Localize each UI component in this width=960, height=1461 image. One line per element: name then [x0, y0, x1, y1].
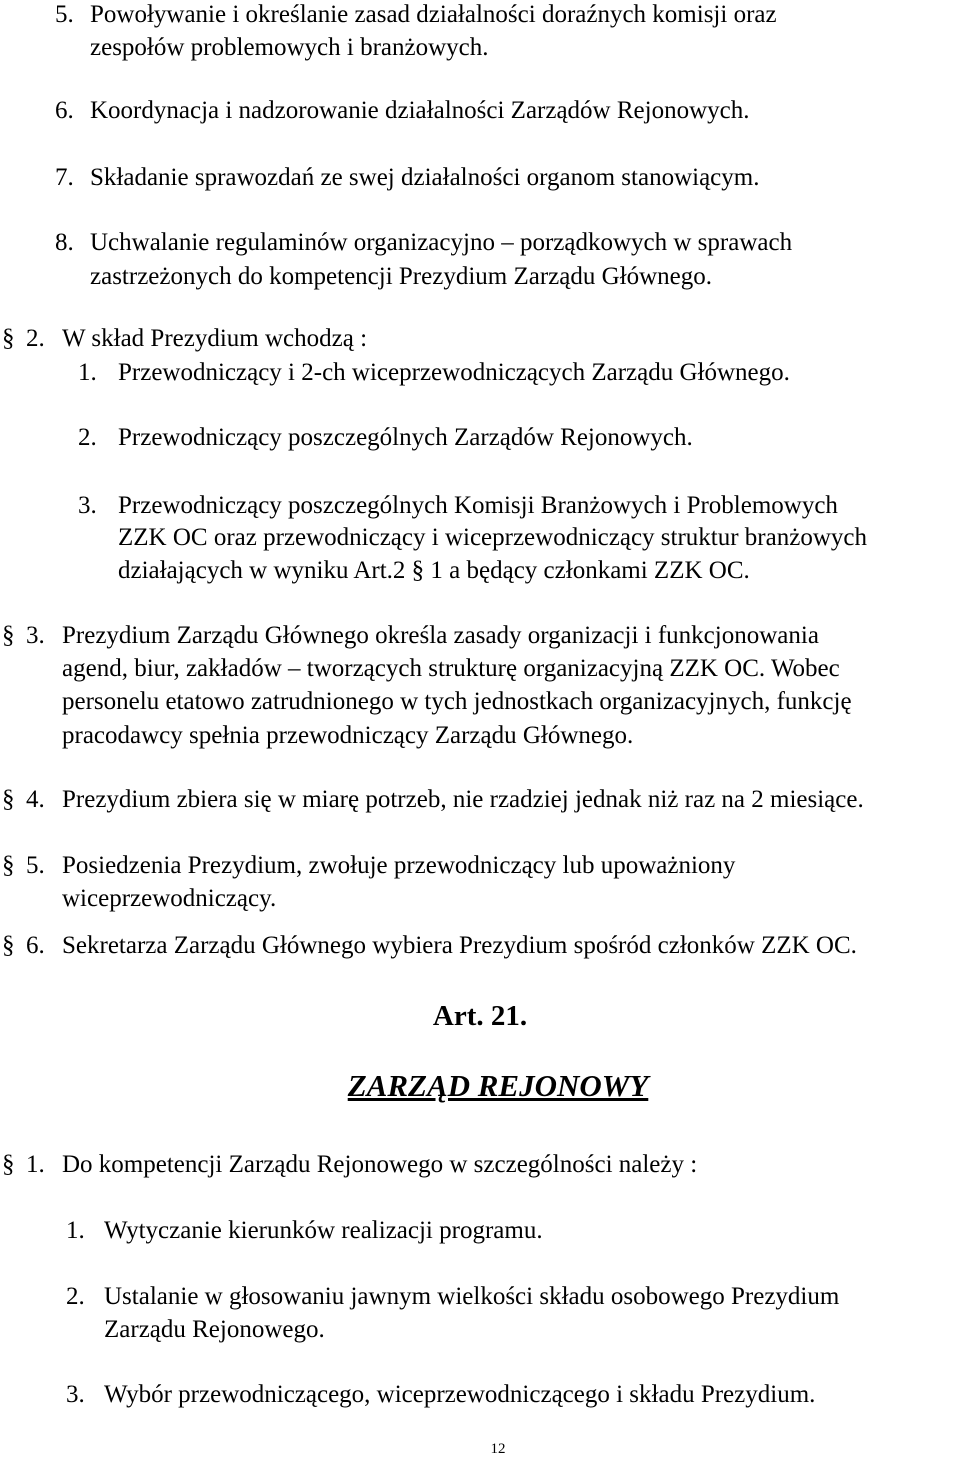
section-text: wiceprzewodniczący. [62, 885, 277, 912]
section-text: pracodawcy spełnia przewodniczący Zarządu Głównego. [62, 722, 634, 749]
section-number: 2. [26, 325, 45, 352]
list-item-text: Zarządu Rejonowego. [104, 1316, 325, 1343]
list-number: 7. [55, 164, 74, 191]
list-item-text: Powoływanie i określanie zasad działalności doraźnych komisji oraz [90, 1, 777, 28]
list-number: 1. [78, 359, 97, 386]
list-item-text: Przewodniczący poszczególnych Komisji Branżowych i Problemowych [118, 492, 838, 519]
list-item-text-part: 1 a będący członkami ZZK OC. [430, 557, 750, 584]
section-symbol-inline: § [411, 557, 425, 584]
section-text: W skład Prezydium wchodzą : [62, 325, 368, 352]
list-item-text: Składanie sprawozdań ze swej działalności organom stanowiącym. [90, 164, 760, 191]
list-number: 5. [55, 1, 74, 28]
list-item-text: Ustalanie w głosowaniu jawnym wielkości składu osobowego Prezydium [104, 1283, 840, 1310]
section-symbol: § [2, 786, 15, 813]
list-item-text: Wybór przewodniczącego, wiceprzewodniczącego i składu Prezydium. [104, 1381, 816, 1408]
list-item-text: zespołów problemowych i branżowych. [90, 34, 489, 61]
article-heading: Art. 21. [432, 1000, 528, 1032]
list-item-text-part: działających w wyniku Art.2 [118, 557, 406, 584]
list-item-text: ZZK OC oraz przewodniczący i wiceprzewodniczący struktur branżowych [118, 524, 867, 551]
section-number: 5. [26, 852, 45, 879]
section-number: 3. [26, 622, 45, 649]
list-number: 6. [55, 97, 74, 124]
section-symbol: § [2, 325, 15, 352]
list-item-text [118, 556, 750, 586]
section-number: 4. [26, 786, 45, 813]
chapter-title: ZARZĄD REJONOWY [347, 1068, 649, 1103]
list-number: 8. [55, 229, 74, 256]
list-item-text: Koordynacja i nadzorowanie działalności Zarządów Rejonowych. [90, 97, 750, 124]
section-text: Do kompetencji Zarządu Rejonowego w szczególności należy : [62, 1151, 698, 1178]
section-text: Sekretarza Zarządu Głównego wybiera Prezydium spośród członków ZZK OC. [62, 932, 857, 959]
section-symbol: § [2, 1151, 15, 1178]
list-number: 3. [78, 492, 97, 519]
section-number: 1. [26, 1151, 45, 1178]
list-item-text: Przewodniczący i 2-ch wiceprzewodniczących Zarządu Głównego. [118, 359, 790, 386]
page-number: 12 [490, 1441, 506, 1457]
list-item-text: zastrzeżonych do kompetencji Prezydium Zarządu Głównego. [90, 263, 712, 290]
section-text: Prezydium Zarządu Głównego określa zasady organizacji i funkcjonowania [62, 622, 819, 649]
section-symbol: § [2, 852, 15, 879]
list-item-text: Uchwalanie regulaminów organizacyjno – porządkowych w sprawach [90, 229, 793, 256]
section-symbol: § [2, 932, 15, 959]
section-text: Prezydium zbiera się w miarę potrzeb, nie rzadziej jednak niż raz na 2 miesiące. [62, 786, 864, 813]
list-number: 3. [66, 1381, 85, 1408]
list-item-text: Przewodniczący poszczególnych Zarządów Rejonowych. [118, 424, 693, 451]
list-number: 1. [66, 1217, 85, 1244]
section-text: agend, biur, zakładów – tworzących strukturę organizacyjną ZZK OC. Wobec [62, 655, 840, 682]
list-number: 2. [78, 424, 97, 451]
list-item-text: Wytyczanie kierunków realizacji programu. [104, 1217, 543, 1244]
list-number: 2. [66, 1283, 85, 1310]
section-symbol: § [2, 622, 15, 649]
section-number: 6. [26, 932, 45, 959]
section-text: personelu etatowo zatrudnionego w tych jednostkach organizacyjnych, funkcję [62, 688, 852, 715]
section-text: Posiedzenia Prezydium, zwołuje przewodniczący lub upoważniony [62, 852, 736, 879]
